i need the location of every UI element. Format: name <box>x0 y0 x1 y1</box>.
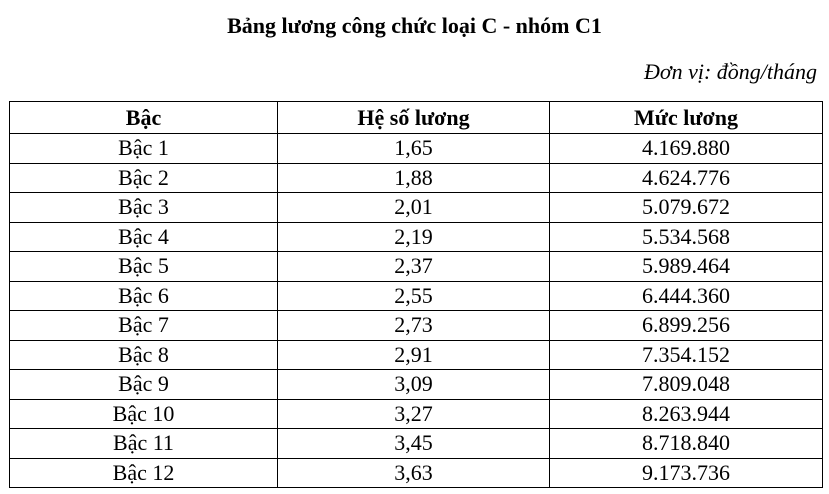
cell-coefficient: 1,88 <box>278 163 550 193</box>
table-header <box>10 102 823 134</box>
table-row <box>10 458 823 488</box>
cell-salary: 6.899.256 <box>550 311 823 341</box>
table-row <box>10 281 823 311</box>
cell-level: Bậc 2 <box>10 163 278 193</box>
cell-level: Bậc 8 <box>10 340 278 370</box>
cell-coefficient: 2,01 <box>278 193 550 223</box>
cell-salary: 7.354.152 <box>550 340 823 370</box>
cell-salary: 4.624.776 <box>550 163 823 193</box>
header-row <box>10 102 823 134</box>
cell-level: Bậc 5 <box>10 252 278 282</box>
cell-coefficient: 2,37 <box>278 252 550 282</box>
table-row <box>10 193 823 223</box>
cell-coefficient: 3,63 <box>278 458 550 488</box>
table-row <box>10 340 823 370</box>
cell-salary: 9.173.736 <box>550 458 823 488</box>
cell-level: Bậc 9 <box>10 370 278 400</box>
header-salary: Mức lương <box>550 102 823 134</box>
table-row <box>10 252 823 282</box>
cell-salary: 4.169.880 <box>550 134 823 164</box>
cell-salary: 8.718.840 <box>550 429 823 459</box>
cell-level: Bậc 1 <box>10 134 278 164</box>
table-row <box>10 134 823 164</box>
header-coefficient: Hệ số lương <box>278 102 550 134</box>
cell-salary: 8.263.944 <box>550 399 823 429</box>
cell-coefficient: 2,73 <box>278 311 550 341</box>
cell-coefficient: 2,55 <box>278 281 550 311</box>
table-row <box>10 222 823 252</box>
cell-coefficient: 1,65 <box>278 134 550 164</box>
cell-level: Bậc 10 <box>10 399 278 429</box>
cell-salary: 5.534.568 <box>550 222 823 252</box>
cell-coefficient: 3,27 <box>278 399 550 429</box>
table-row <box>10 399 823 429</box>
cell-level: Bậc 6 <box>10 281 278 311</box>
cell-coefficient: 3,45 <box>278 429 550 459</box>
unit-note: Đơn vị: đồng/tháng <box>643 59 817 84</box>
cell-level: Bậc 3 <box>10 193 278 223</box>
cell-coefficient: 3,09 <box>278 370 550 400</box>
cell-coefficient: 2,19 <box>278 222 550 252</box>
header-level: Bậc <box>10 102 278 134</box>
cell-salary: 5.079.672 <box>550 193 823 223</box>
table-row <box>10 163 823 193</box>
cell-level: Bậc 4 <box>10 222 278 252</box>
page-title: Bảng lương công chức loại C - nhóm C1 <box>227 13 602 38</box>
cell-coefficient: 2,91 <box>278 340 550 370</box>
cell-level: Bậc 11 <box>10 429 278 459</box>
table-row <box>10 429 823 459</box>
table-row <box>10 370 823 400</box>
salary-table <box>9 101 823 488</box>
table-body <box>10 134 823 488</box>
cell-salary: 7.809.048 <box>550 370 823 400</box>
cell-salary: 5.989.464 <box>550 252 823 282</box>
cell-salary: 6.444.360 <box>550 281 823 311</box>
cell-level: Bậc 7 <box>10 311 278 341</box>
table-row <box>10 311 823 341</box>
cell-level: Bậc 12 <box>10 458 278 488</box>
